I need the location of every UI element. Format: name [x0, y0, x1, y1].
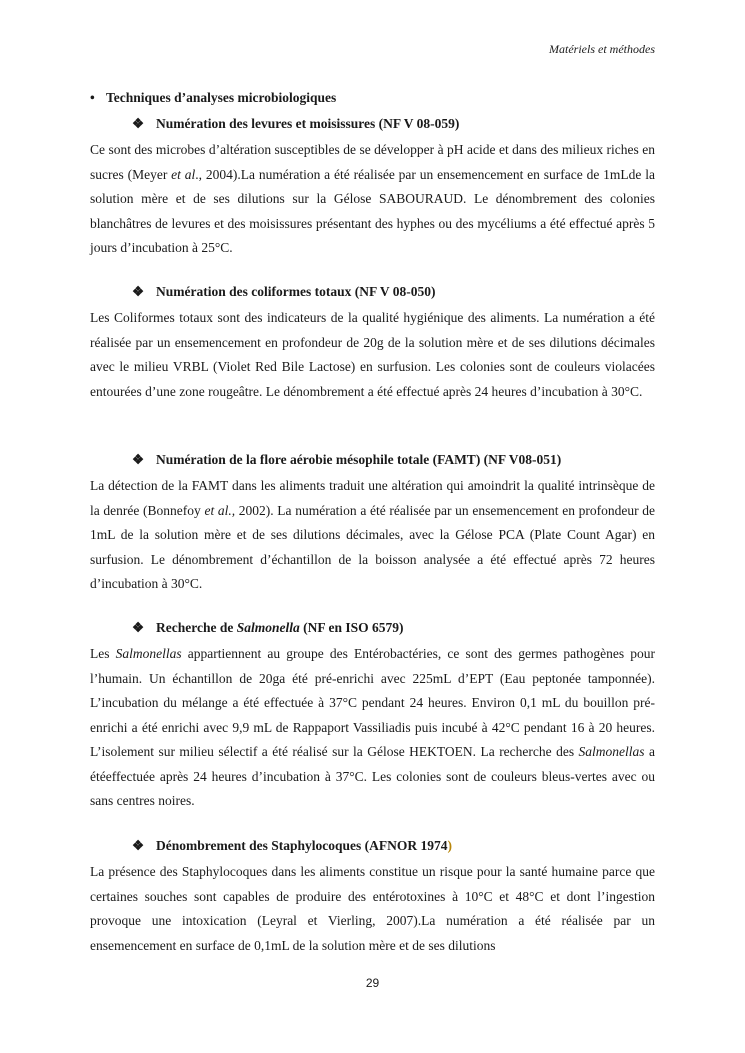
subsection-title: Numération des coliformes totaux (NF V 08-050) [156, 284, 436, 299]
diamond-bullet-icon: ❖ [132, 620, 145, 635]
running-header: Matériels et méthodes [549, 42, 655, 56]
subsection-heading-yeasts [132, 116, 459, 132]
diamond-bullet-icon: ❖ [132, 284, 145, 299]
subsection-title: Numération des levures et moisissures (NF V 08-059) [156, 116, 460, 131]
paragraph-staphylococci: La présence des Staphylocoques dans les aliments constitue un risque pour la santé humaine parce que certaines souches sont capables de produire des entérotoxines à 10°C et 48°C et dont l’ingestion provoque une intoxication (Leyral et Vierling, 2007).La numération a été réalisée par un ensemencement en surface de 0,1mL de la solution mère et de ses dilutions [90, 864, 655, 953]
diamond-bullet-icon: ❖ [132, 452, 145, 467]
subsection-heading-staphylococci: ❖ Dénombrement des Staphylocoques (AFNOR 1974) [132, 838, 453, 853]
paragraph-coliforms: Les Coliformes totaux sont des indicateurs de la qualité hygiénique des aliments. La numération a été réalisée par un ensemencement en profondeur de 20g de la solution mère et de ses dilutions décimales avec le milieu VRBL (Violet Red Bile Lactose) en surfusion. Les colonies sont de couleurs violacées entourées d’une zone rougeâtre. Le dénombrement a été effectué après 24 heures d’incubation à 30°C. [90, 310, 655, 399]
diamond-bullet-icon: ❖ [132, 838, 145, 853]
subsection-heading-coliforms [132, 284, 435, 300]
subsection-title: Dénombrement des Staphylocoques (AFNOR 1974 [156, 838, 448, 853]
subsection-heading-famt [132, 452, 561, 468]
paragraph-famt: La détection de la FAMT dans les aliments traduit une altération qui amoindrit la qualité intrinsèque de la denrée (Bonnefoy et al., 2002). La numération a été réalisée par un ensemencement en profondeur de 1mL de la solution mère et de ses dilutions décimales, avec la Gélose PCA (Plate Count Agar) en surfusion. Le dénombrement d’échantillon de la boisson analysée a été effectué après 72 heures d’incubation à 30°C. [90, 478, 655, 591]
section-heading-text: Techniques d’analyses microbiologiques [106, 90, 337, 105]
paragraph-yeasts: Ce sont des microbes d’altération susceptibles de se développer à pH acide et dans des milieux riches en sucres (Meyer et al., 2004).La numération a été réalisée par un ensemencement en surface de 1mLde la solution mère et de ses dilutions sur la Gélose SABOURAUD. Le dénombrement des colonies blanchâtres de levures et des moisissures présentant des hyphes ou des mycéliums a été effectué après 5 jours d’incubation à 25°C. [90, 142, 656, 255]
subsection-heading-salmonella: ❖ Recherche de Salmonella (NF en ISO 6579) [132, 620, 404, 635]
bullet-icon: • [90, 90, 95, 105]
subsection-title: Numération de la flore aérobie mésophile totale (FAMT) (NF V08-051) [156, 452, 562, 467]
diamond-bullet-icon: ❖ [132, 116, 145, 131]
section-heading [90, 90, 336, 106]
page-number: 29 [365, 976, 380, 990]
paragraph-salmonella: Les Salmonellas appartiennent au groupe des Entérobactéries, ce sont des germes pathogènes pour l’humain. Un échantillon de 20ga été pré-enrichi avec 225mL d’EPT (Eau peptonée tamponnée). L’incubation du mélange a été effectuée à 37°C pendant 24 heures. Environ 0,1 mL du bouillon pré-enrichi a été enrichi avec 9,9 mL de Rappaport Vassiliadis puis incubé à 42°C pendant 16 à 20 heures. L’isolement sur milieu sélectif a été réalisé sur la Gélose HEKTOEN. La recherche des Salmonellas a étéeffectuée après 24 heures d’incubation à 37°C. Les colonies sont de couleurs bleus-vertes avec ou sans centres noires. [90, 646, 655, 808]
